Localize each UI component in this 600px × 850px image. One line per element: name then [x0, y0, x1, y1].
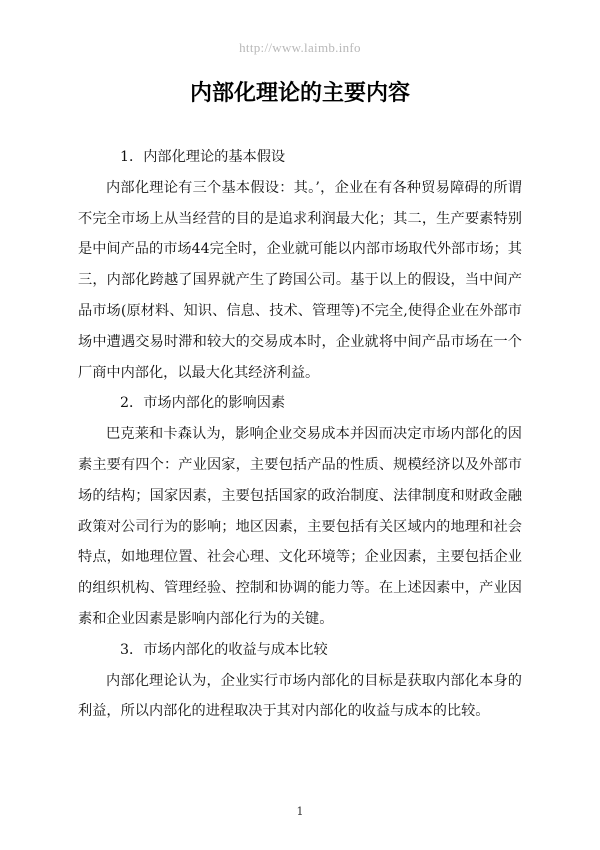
document-body — [78, 142, 522, 727]
section-heading-factors: 2．市场内部化的影响因素 — [120, 395, 286, 412]
section-paragraph-assumptions: 内部化理论有三个基本假设：其。’，企业在有各种贸易障碍的所谓不完全市场上从当经营的目的是追求利润最大化；其二，生产要素特别是中间产品的市场44完全时，企业就可能以内部市场取代外部市场；其三，内部化跨越了国界就产生了跨国公司。基于以上的假设，当中间产品市场(原材料、知识、信息、技术、管理等)不完全,使得企业在外部市场中遭遇交易时滞和较大的交易成本时，企业就将中间产品市场在一个厂商中内部化，以最大化其经济利益。 — [78, 179, 522, 381]
section-heading-assumptions: 1．内部化理论的基本假设 — [120, 149, 286, 165]
page-title: 内部化理论的主要内容 — [189, 81, 410, 106]
section-heading-benefit-cost: 3．市场内部化的收益与成本比较 — [120, 641, 328, 658]
watermark-url: http://www.laimb.info — [239, 40, 361, 55]
section-paragraph-factors: 巴克莱和卡森认为，影响企业交易成本并因而决定市场内部化的因素主要有四个：产业因家，主要包括产品的性质、规模经济以及外部市场的结构；国家因素，主要包括国家的政治制度、法律制度和财政金融政策对公司行为的影响；地区因素，主要包括有关区域内的地理和社会特点，如地理位置、社会心理、文化环境等；企业因素，主要包括企业的组织机构、管理经验、控制和协调的能力等。在上述因素中，产业因素和企业因素是影响内部化行为的关键。 — [78, 426, 522, 627]
section-paragraph-benefit-cost: 内部化理论认为，企业实行市场内部化的目标是获取内部化本身的利益，所以内部化的进程取决于其对内部化的收益与成本的比较。 — [78, 672, 522, 720]
page-number: 1 — [296, 805, 304, 818]
